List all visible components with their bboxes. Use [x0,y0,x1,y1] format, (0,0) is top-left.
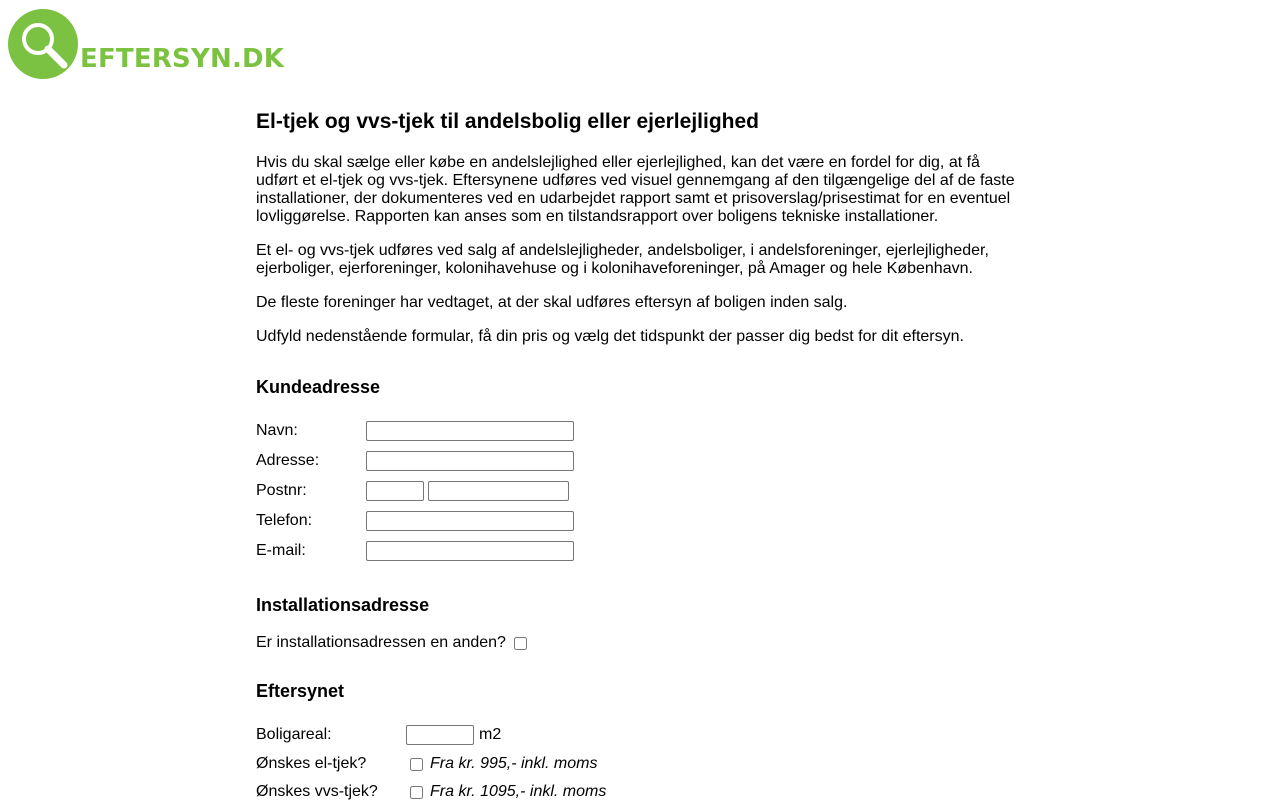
address-input[interactable] [366,451,574,471]
intro-paragraph-4: Udfyld nedenstående formular, få din pris og vælg det tidspunkt der passer dig bedst for dit eftersyn. [256,328,964,345]
zip-input[interactable] [366,481,424,501]
intro-paragraph-2: Et el- og vvs-tjek udføres ved salg af andelslejligheder, andelsboliger, i andelsforeninger, ejerlejligheder, ejerboliger, ejerforeninger, kolonihavehuse og i kolonihaveforeninger, på Amager og hele København. [256,242,989,277]
installation-question: Er installationsadressen en anden? [256,634,506,651]
installation-different-checkbox[interactable] [514,637,527,650]
address-label: Adresse: [256,452,320,469]
form-row-area [256,720,1026,750]
vvs-checkbox[interactable] [410,786,423,799]
area-unit: m2 [479,726,502,743]
el-label: Ønskes el-tjek? [256,755,367,772]
form-row-name [256,416,1026,446]
phone-input[interactable] [366,511,574,531]
form-row-vvs [256,778,1026,806]
section-heading-eftersynet: Eftersynet [256,681,345,701]
form-row-el [256,750,1026,778]
form-row-phone [256,506,1026,536]
form-row-address [256,446,1026,476]
page-title: El-tjek og vvs-tjek til andelsbolig eller ejerlejlighed [256,110,759,133]
el-checkbox[interactable] [410,758,423,771]
name-input[interactable] [366,421,574,441]
area-label: Boligareal: [256,726,332,743]
email-label: E-mail: [256,542,306,559]
vvs-price: Fra kr. 1095,- inkl. moms [430,783,607,800]
site-logo[interactable] [8,8,285,80]
magnifier-icon [8,9,78,79]
section-heading-installationsadresse: Installationsadresse [256,595,430,615]
zip-label: Postnr: [256,482,307,499]
vvs-label: Ønskes vvs-tjek? [256,783,378,800]
installation-row [256,634,1026,652]
intro-paragraph-1: Hvis du skal sælge eller købe en andelslejlighed eller ejerlejlighed, kan det være en fordel for dig, at få udført et el-tjek og vvs-tjek. Eftersynene udføres ved visuel gennemgang af den tilgængelige del af de faste installationer, der dokumenteres ved en udarbejdet rapport samt et prisoverslag/prisestimat for en eventuel lovliggørelse. Rapporten kan anses som en tilstandsrapport over boligens tekniske installationer. [256,154,1015,225]
logo-text: EFTERSYN.DK [80,44,285,74]
form-row-zip [256,476,1026,506]
form-row-email [256,536,1026,566]
email-input[interactable] [366,541,574,561]
el-price: Fra kr. 995,- inkl. moms [430,755,598,772]
area-input[interactable] [406,725,474,745]
phone-label: Telefon: [256,512,313,529]
intro-paragraph-3: De fleste foreninger har vedtaget, at der skal udføres eftersyn af boligen inden salg. [256,294,848,311]
name-label: Navn: [256,422,298,439]
main-content [256,106,1026,806]
city-input[interactable] [428,481,569,501]
section-heading-kundeadresse: Kundeadresse [256,377,381,397]
